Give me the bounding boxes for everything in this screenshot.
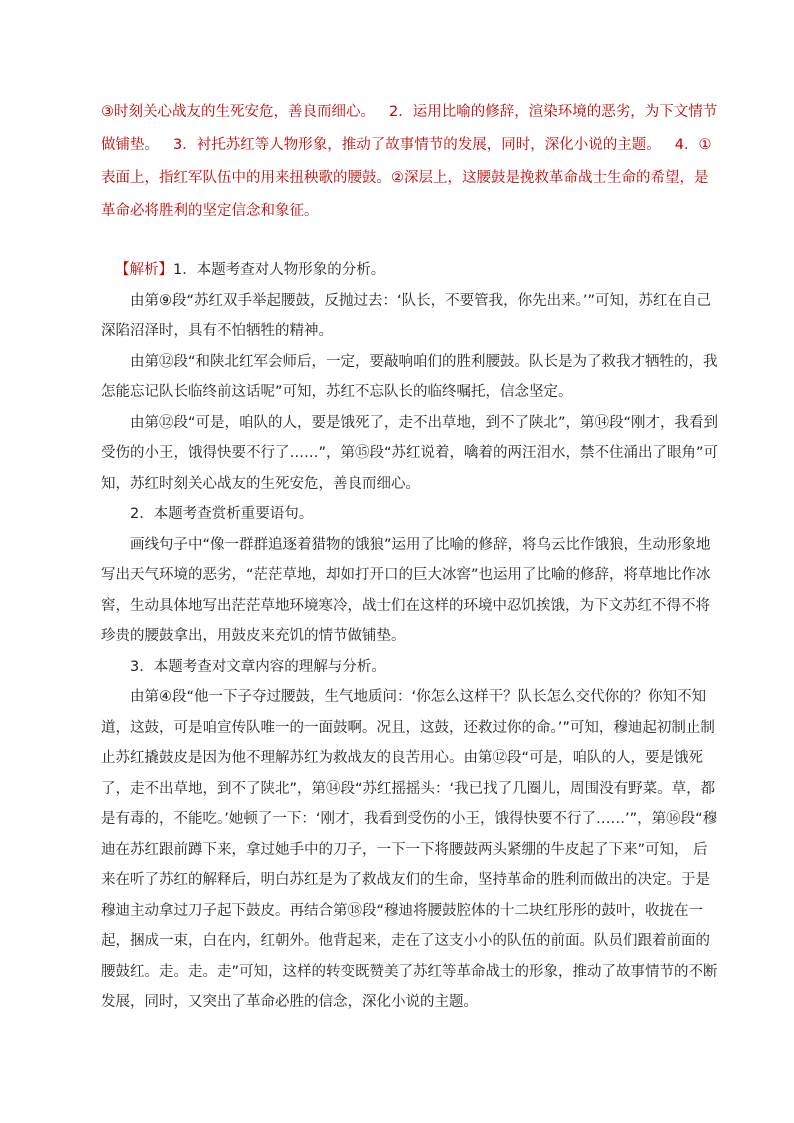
answer-1-part-3: ③时刻关心战友的生死安危，善良而细心。 <box>101 104 375 120</box>
answer-block <box>101 96 721 228</box>
answer-3: 3．衬托苏红等人物形象，推动了故事情节的发展，同时，深化小说的主题。 <box>173 137 661 153</box>
analysis-q3-para-1: 由第④段“他一下子夺过腰鼓，生气地质问：‘你怎么这样干？队长怎么交代你的？你知不知道，这鼓，可是咱宣传队唯一的一面鼓啊。况且，这鼓，还救过你的命。’”可知，穆迪起初制止制止苏红撬鼓皮是因为他不理解苏红为救战友的良苦用心。由第⑫段“可是，咱队的人，要是饿死了，走不出草地，到不了陕北”，第⑭段“苏红摇摇头：‘我已找了几圈儿，周围没有野菜。草，都是有毒的，不能吃。’她顿了一下：‘刚才，我看到受伤的小王，饿得快要不行了……’”，第⑯段“穆迪在苏红跟前蹲下来，拿过她手中的刀子，一下一下将腰鼓两头紧绷的牛皮起了下来”可知， 后来在听了苏红的解释后，明白苏红是为了救战友们的生命，坚持革命的胜利而做出的决定。于是穆迪主动拿过刀子起下鼓皮。再结合第⑱段“穆迪将腰鼓腔体的十二块红彤彤的鼓叶，收拢在一起，捆成一束，白在内，红朝外。他背起来，走在了这支小小的队伍的前面。队员们跟着前面的腰鼓红。走。走。走”可知，这样的转变既赞美了苏红等革命战士的形象，推动了故事情节的不断发展，同时，又突出了革命必胜的信念，深化小说的主题。 <box>101 689 718 1010</box>
analysis-q1-para-2: 由第⑫段“和陕北红军会师后，一定，要敲响咱们的胜利腰鼓。队长是为了救我才牺牲的，我怎能忘记队长临终前这话呢”可知，苏红不忘队长的临终嘱托，信念坚定。 <box>101 353 718 400</box>
analysis-q1-para-3: 由第⑫段“可是，咱队的人，要是饿死了，走不出草地，到不了陕北”，第⑭段“刚才，我看到受伤的小王，饿得快要不行了……”，第⑮段“苏红说着，噙着的两汪泪水，禁不住涌出了眼角”可知，苏红时刻关心战友的生死安危，善良而细心。 <box>101 414 719 492</box>
analysis-q1-title: 1．本题考查对人物形象的分析。 <box>173 262 386 278</box>
analysis-label: 【解析】 <box>115 262 173 278</box>
analysis-q1-title-line <box>101 255 721 286</box>
answer-2: 2．运用比喻的修辞，渲染环境的恶劣，为下文情节做铺垫。 <box>101 104 718 153</box>
analysis-q2-para-1: 画线句子中“像一群群追逐着猎物的饿狼”运用了比喻的修辞，将乌云比作饿狼，生动形象地写出天气环境的恶劣，“茫茫草地，却如打开口的巨大冰窖”也运用了比喻的修辞，将草地比作冰窖，生动具体地写出茫茫草地环境寒冷，战士们在这样的环境中忍饥挨饿，为下文苏红不得不将珍贵的腰鼓拿出，用鼓皮来充饥的情节做铺垫。 <box>101 536 711 644</box>
answer-4: 4．①表面上，指红军队伍中的用来扭秧歌的腰鼓。②深层上，这腰鼓是挽救革命战士生命的希望，是革命必将胜利的坚定信念和象征。 <box>101 137 712 219</box>
analysis-block <box>101 255 721 1018</box>
analysis-q2-title: 2．本题考查赏析重要语句。 <box>130 506 314 522</box>
analysis-q3-title: 3．本题考查对文章内容的理解与分析。 <box>130 658 386 675</box>
analysis-q1-para-1: 由第⑨段“苏红双手举起腰鼓，反抛过去：‘队长，不要管我，你先出来。’”可知，苏红在自己深陷沼泽时，具有不怕牺牲的精神。 <box>101 292 711 339</box>
